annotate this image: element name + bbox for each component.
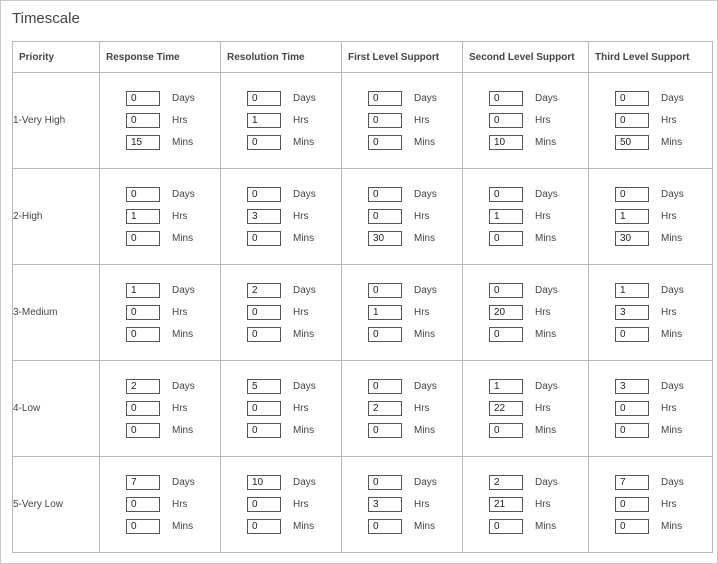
first-level-support-cell bbox=[342, 169, 463, 265]
hrs-input[interactable] bbox=[126, 209, 160, 224]
days-input[interactable] bbox=[615, 379, 649, 394]
header-response-time: Response Time bbox=[100, 42, 221, 73]
mins-input[interactable] bbox=[368, 327, 402, 342]
mins-input[interactable] bbox=[489, 423, 523, 438]
mins-unit-label: Mins bbox=[414, 521, 436, 532]
hrs-input[interactable] bbox=[247, 305, 281, 320]
mins-input[interactable] bbox=[247, 327, 281, 342]
mins-input[interactable] bbox=[247, 135, 281, 150]
resolution-time-cell bbox=[221, 361, 342, 457]
mins-input[interactable] bbox=[615, 327, 649, 342]
days-unit-label: Days bbox=[293, 477, 316, 488]
days-input[interactable] bbox=[368, 283, 402, 298]
days-input[interactable] bbox=[126, 91, 160, 106]
days-input[interactable] bbox=[489, 475, 523, 490]
first-level-support-cell bbox=[342, 457, 463, 553]
table-row bbox=[13, 73, 713, 169]
priority-label: 5-Very Low bbox=[13, 457, 100, 553]
mins-input[interactable] bbox=[247, 231, 281, 246]
hrs-input[interactable] bbox=[368, 113, 402, 128]
mins-unit-label: Mins bbox=[172, 521, 194, 532]
hrs-input[interactable] bbox=[368, 497, 402, 512]
days-unit-label: Days bbox=[293, 93, 316, 104]
second-level-support-cell bbox=[463, 361, 589, 457]
table-row bbox=[13, 457, 713, 553]
mins-unit-label: Mins bbox=[414, 425, 436, 436]
mins-unit-label: Mins bbox=[535, 233, 557, 244]
response-time-cell bbox=[100, 361, 221, 457]
hrs-unit-label: Hrs bbox=[535, 307, 551, 318]
hrs-unit-label: Hrs bbox=[661, 403, 677, 414]
header-row bbox=[13, 42, 713, 73]
mins-input[interactable] bbox=[368, 423, 402, 438]
hrs-input[interactable] bbox=[489, 401, 523, 416]
hrs-unit-label: Hrs bbox=[414, 403, 430, 414]
mins-unit-label: Mins bbox=[535, 329, 557, 340]
days-unit-label: Days bbox=[172, 93, 195, 104]
hrs-unit-label: Hrs bbox=[293, 403, 309, 414]
days-unit-label: Days bbox=[535, 381, 558, 392]
mins-unit-label: Mins bbox=[661, 425, 683, 436]
mins-unit-label: Mins bbox=[414, 137, 436, 148]
hrs-unit-label: Hrs bbox=[414, 115, 430, 126]
mins-unit-label: Mins bbox=[293, 425, 315, 436]
mins-unit-label: Mins bbox=[172, 425, 194, 436]
resolution-time-cell bbox=[221, 457, 342, 553]
days-unit-label: Days bbox=[172, 285, 195, 296]
mins-input[interactable] bbox=[615, 231, 649, 246]
hrs-unit-label: Hrs bbox=[293, 499, 309, 510]
days-unit-label: Days bbox=[661, 93, 684, 104]
second-level-support-cell bbox=[463, 169, 589, 265]
hrs-input[interactable] bbox=[615, 113, 649, 128]
hrs-unit-label: Hrs bbox=[661, 499, 677, 510]
hrs-input[interactable] bbox=[489, 209, 523, 224]
mins-unit-label: Mins bbox=[293, 329, 315, 340]
third-level-support-cell bbox=[589, 457, 713, 553]
first-level-support-cell bbox=[342, 265, 463, 361]
days-unit-label: Days bbox=[293, 381, 316, 392]
mins-unit-label: Mins bbox=[535, 521, 557, 532]
hrs-input[interactable] bbox=[615, 305, 649, 320]
hrs-unit-label: Hrs bbox=[414, 499, 430, 510]
priority-label: 2-High bbox=[13, 169, 100, 265]
priority-label: 3-Medium bbox=[13, 265, 100, 361]
hrs-input[interactable] bbox=[368, 305, 402, 320]
mins-input[interactable] bbox=[126, 519, 160, 534]
days-unit-label: Days bbox=[535, 189, 558, 200]
mins-unit-label: Mins bbox=[172, 329, 194, 340]
second-level-support-cell bbox=[463, 457, 589, 553]
mins-input[interactable] bbox=[126, 327, 160, 342]
days-input[interactable] bbox=[247, 283, 281, 298]
table-row bbox=[13, 361, 713, 457]
mins-input[interactable] bbox=[489, 519, 523, 534]
days-input[interactable] bbox=[126, 187, 160, 202]
hrs-unit-label: Hrs bbox=[172, 307, 188, 318]
hrs-unit-label: Hrs bbox=[293, 211, 309, 222]
first-level-support-cell bbox=[342, 361, 463, 457]
second-level-support-cell bbox=[463, 73, 589, 169]
first-level-support-cell bbox=[342, 73, 463, 169]
hrs-unit-label: Hrs bbox=[535, 115, 551, 126]
hrs-input[interactable] bbox=[247, 209, 281, 224]
days-input[interactable] bbox=[489, 283, 523, 298]
hrs-unit-label: Hrs bbox=[293, 115, 309, 126]
hrs-input[interactable] bbox=[126, 401, 160, 416]
mins-input[interactable] bbox=[615, 519, 649, 534]
mins-unit-label: Mins bbox=[293, 233, 315, 244]
hrs-unit-label: Hrs bbox=[172, 211, 188, 222]
mins-input[interactable] bbox=[489, 135, 523, 150]
mins-unit-label: Mins bbox=[293, 137, 315, 148]
mins-unit-label: Mins bbox=[535, 137, 557, 148]
mins-input[interactable] bbox=[615, 135, 649, 150]
days-input[interactable] bbox=[247, 379, 281, 394]
days-input[interactable] bbox=[489, 91, 523, 106]
days-unit-label: Days bbox=[414, 189, 437, 200]
days-unit-label: Days bbox=[414, 477, 437, 488]
days-input[interactable] bbox=[489, 187, 523, 202]
days-input[interactable] bbox=[247, 187, 281, 202]
hrs-unit-label: Hrs bbox=[414, 211, 430, 222]
days-unit-label: Days bbox=[661, 477, 684, 488]
days-unit-label: Days bbox=[661, 285, 684, 296]
table-row bbox=[13, 169, 713, 265]
hrs-unit-label: Hrs bbox=[535, 211, 551, 222]
days-unit-label: Days bbox=[535, 285, 558, 296]
days-input[interactable] bbox=[615, 187, 649, 202]
mins-unit-label: Mins bbox=[661, 233, 683, 244]
mins-input[interactable] bbox=[368, 519, 402, 534]
mins-input[interactable] bbox=[247, 519, 281, 534]
resolution-time-cell bbox=[221, 73, 342, 169]
hrs-input[interactable] bbox=[368, 401, 402, 416]
days-input[interactable] bbox=[247, 91, 281, 106]
days-unit-label: Days bbox=[535, 477, 558, 488]
mins-input[interactable] bbox=[489, 327, 523, 342]
days-unit-label: Days bbox=[661, 189, 684, 200]
hrs-input[interactable] bbox=[247, 113, 281, 128]
days-input[interactable] bbox=[368, 379, 402, 394]
header-resolution-time: Resolution Time bbox=[221, 42, 342, 73]
priority-label: 1-Very High bbox=[13, 73, 100, 169]
days-unit-label: Days bbox=[414, 285, 437, 296]
table-row bbox=[13, 265, 713, 361]
hrs-input[interactable] bbox=[126, 497, 160, 512]
days-unit-label: Days bbox=[293, 189, 316, 200]
third-level-support-cell bbox=[589, 361, 713, 457]
mins-unit-label: Mins bbox=[172, 233, 194, 244]
mins-input[interactable] bbox=[247, 423, 281, 438]
days-input[interactable] bbox=[615, 91, 649, 106]
days-unit-label: Days bbox=[414, 381, 437, 392]
hrs-input[interactable] bbox=[615, 209, 649, 224]
hrs-unit-label: Hrs bbox=[172, 403, 188, 414]
third-level-support-cell bbox=[589, 169, 713, 265]
days-input[interactable] bbox=[615, 475, 649, 490]
days-input[interactable] bbox=[126, 475, 160, 490]
mins-input[interactable] bbox=[615, 423, 649, 438]
days-unit-label: Days bbox=[172, 381, 195, 392]
days-input[interactable] bbox=[368, 475, 402, 490]
days-input[interactable] bbox=[368, 187, 402, 202]
hrs-input[interactable] bbox=[126, 113, 160, 128]
days-input[interactable] bbox=[247, 475, 281, 490]
hrs-input[interactable] bbox=[615, 401, 649, 416]
hrs-unit-label: Hrs bbox=[661, 211, 677, 222]
hrs-unit-label: Hrs bbox=[414, 307, 430, 318]
response-time-cell bbox=[100, 73, 221, 169]
hrs-unit-label: Hrs bbox=[172, 499, 188, 510]
days-input[interactable] bbox=[126, 283, 160, 298]
days-unit-label: Days bbox=[172, 477, 195, 488]
hrs-unit-label: Hrs bbox=[293, 307, 309, 318]
hrs-unit-label: Hrs bbox=[661, 307, 677, 318]
mins-unit-label: Mins bbox=[172, 137, 194, 148]
mins-unit-label: Mins bbox=[661, 329, 683, 340]
mins-unit-label: Mins bbox=[661, 521, 683, 532]
resolution-time-cell bbox=[221, 265, 342, 361]
hrs-unit-label: Hrs bbox=[535, 499, 551, 510]
hrs-input[interactable] bbox=[489, 113, 523, 128]
mins-unit-label: Mins bbox=[414, 329, 436, 340]
mins-input[interactable] bbox=[126, 423, 160, 438]
header-priority: Priority bbox=[13, 42, 100, 73]
response-time-cell bbox=[100, 169, 221, 265]
resolution-time-cell bbox=[221, 169, 342, 265]
mins-unit-label: Mins bbox=[661, 137, 683, 148]
days-unit-label: Days bbox=[172, 189, 195, 200]
days-input[interactable] bbox=[615, 283, 649, 298]
mins-input[interactable] bbox=[489, 231, 523, 246]
hrs-unit-label: Hrs bbox=[535, 403, 551, 414]
header-third-level-support: Third Level Support bbox=[589, 42, 713, 73]
days-input[interactable] bbox=[126, 379, 160, 394]
mins-input[interactable] bbox=[126, 135, 160, 150]
priority-label: 4-Low bbox=[13, 361, 100, 457]
mins-input[interactable] bbox=[368, 135, 402, 150]
header-second-level-support: Second Level Support bbox=[463, 42, 589, 73]
hrs-input[interactable] bbox=[368, 209, 402, 224]
days-unit-label: Days bbox=[293, 285, 316, 296]
hrs-unit-label: Hrs bbox=[661, 115, 677, 126]
days-input[interactable] bbox=[489, 379, 523, 394]
mins-unit-label: Mins bbox=[535, 425, 557, 436]
days-unit-label: Days bbox=[414, 93, 437, 104]
days-unit-label: Days bbox=[535, 93, 558, 104]
mins-input[interactable] bbox=[126, 231, 160, 246]
third-level-support-cell bbox=[589, 73, 713, 169]
second-level-support-cell bbox=[463, 265, 589, 361]
mins-unit-label: Mins bbox=[293, 521, 315, 532]
days-unit-label: Days bbox=[661, 381, 684, 392]
mins-input[interactable] bbox=[368, 231, 402, 246]
third-level-support-cell bbox=[589, 265, 713, 361]
hrs-input[interactable] bbox=[489, 497, 523, 512]
hrs-input[interactable] bbox=[247, 401, 281, 416]
panel-title: Timescale bbox=[12, 10, 80, 27]
hrs-input[interactable] bbox=[615, 497, 649, 512]
response-time-cell bbox=[100, 265, 221, 361]
response-time-cell bbox=[100, 457, 221, 553]
hrs-unit-label: Hrs bbox=[172, 115, 188, 126]
timescale-table bbox=[12, 41, 713, 553]
hrs-input[interactable] bbox=[489, 305, 523, 320]
hrs-input[interactable] bbox=[126, 305, 160, 320]
days-input[interactable] bbox=[368, 91, 402, 106]
header-first-level-support: First Level Support bbox=[342, 42, 463, 73]
hrs-input[interactable] bbox=[247, 497, 281, 512]
mins-unit-label: Mins bbox=[414, 233, 436, 244]
